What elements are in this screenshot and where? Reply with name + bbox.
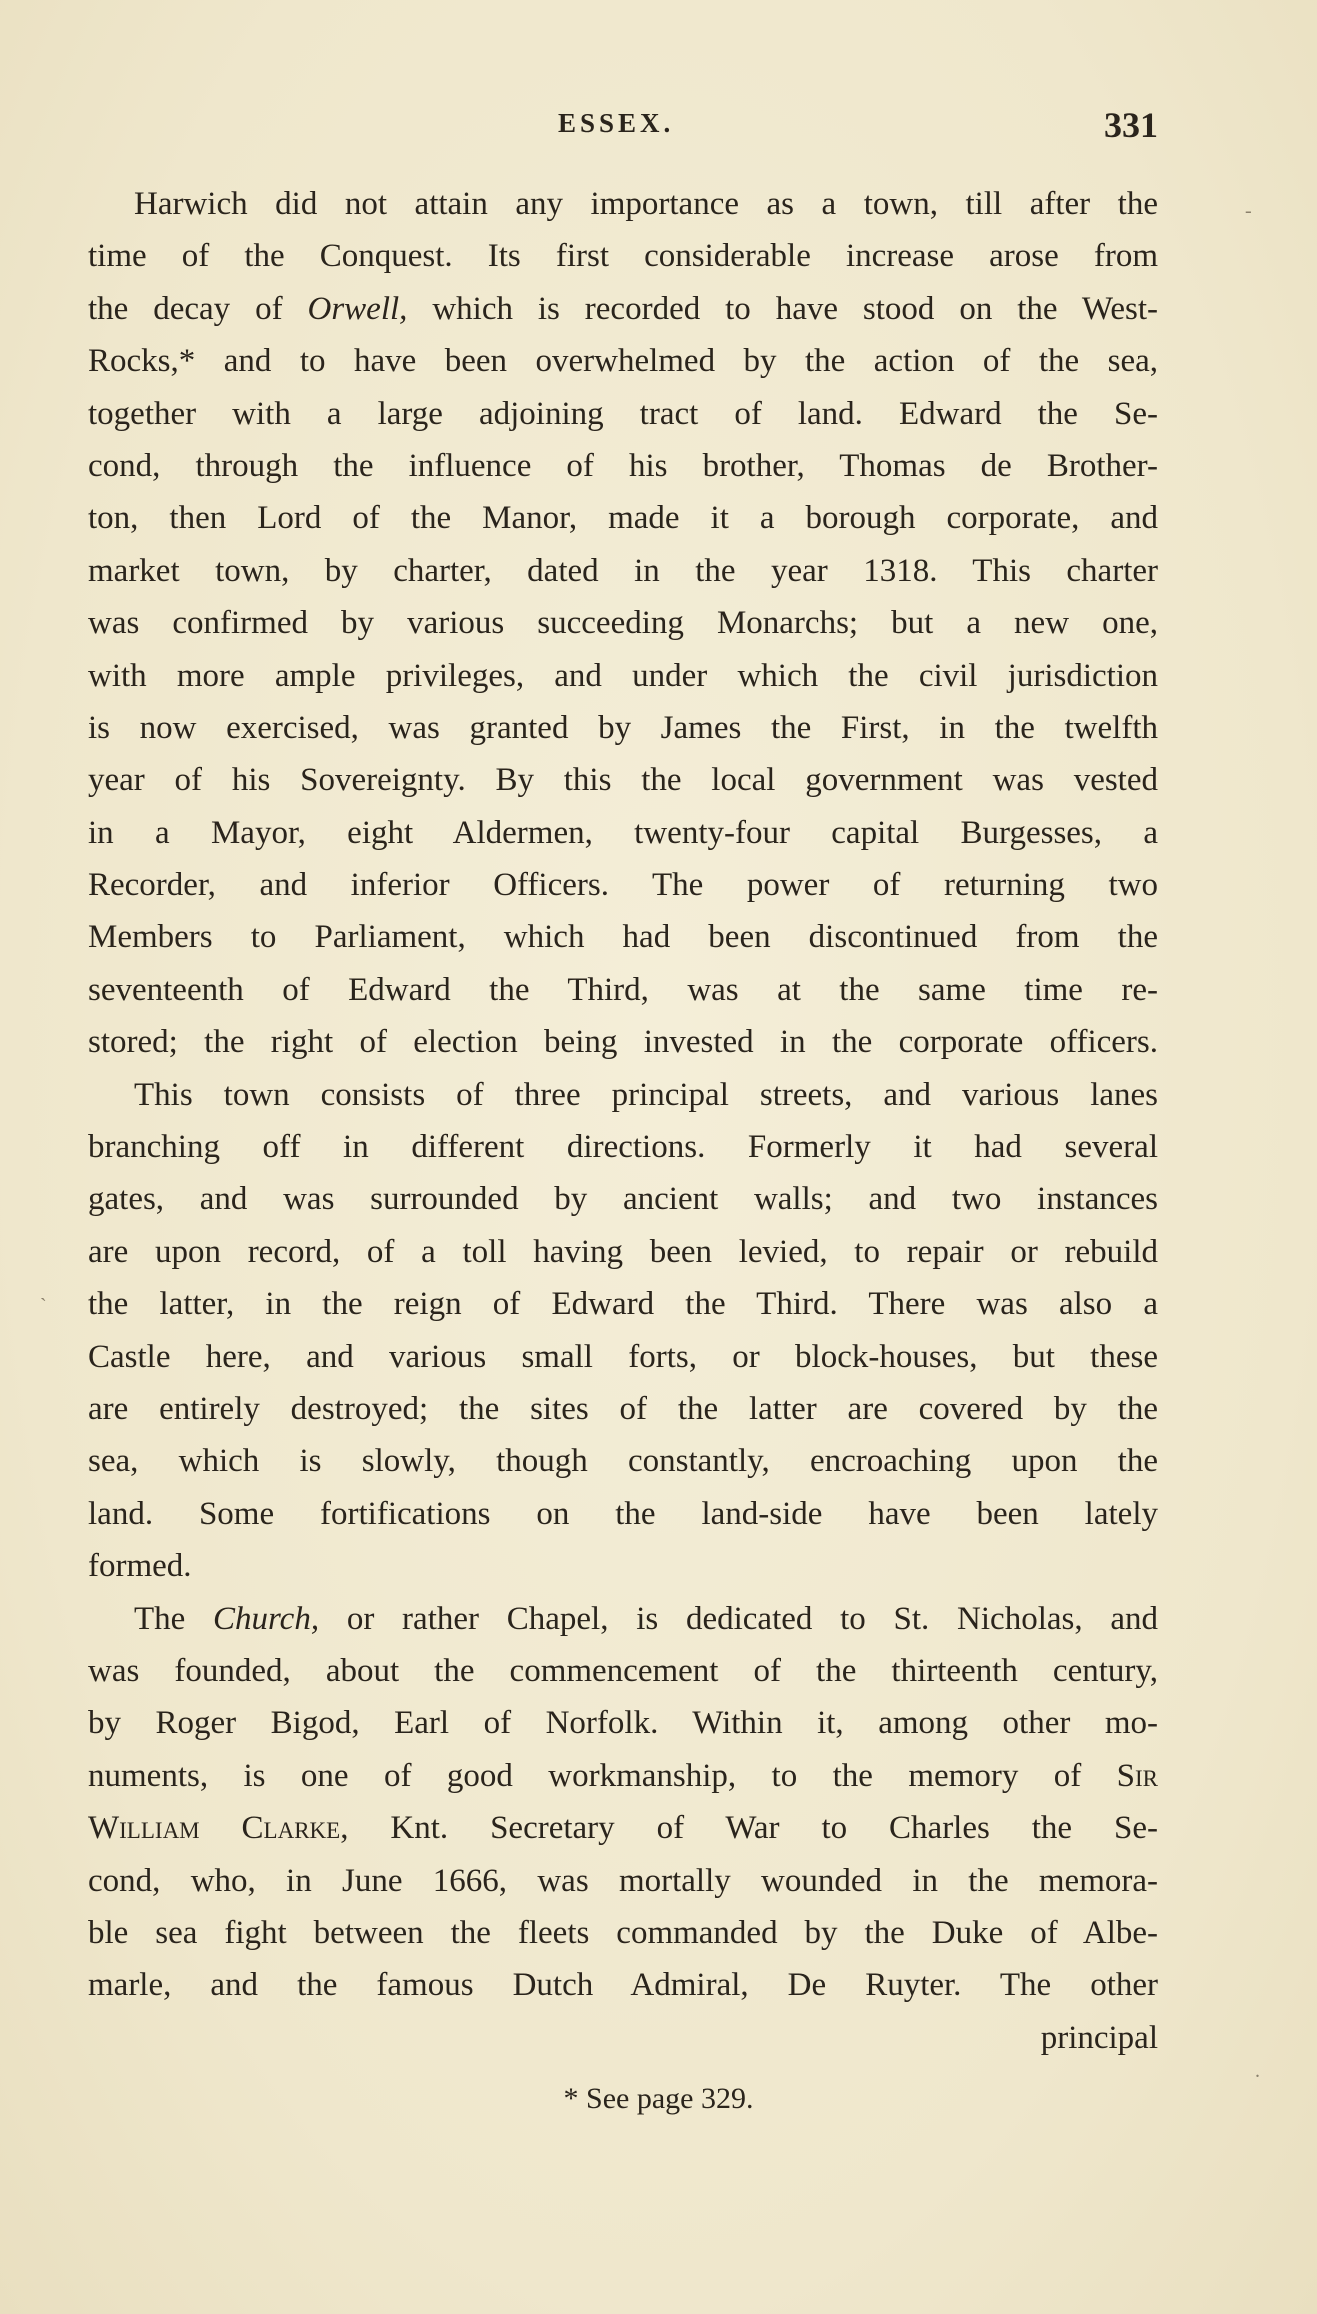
small-caps-name: William Clarke	[88, 1810, 341, 1847]
text-line: together with a large adjoining tract of land. Edward the Se-	[88, 395, 1158, 432]
text-line: Recorder, and inferior Officers. The power of returning two	[88, 867, 1158, 904]
text-line: year of his Sovereignty. By this the local government was vested	[88, 762, 1158, 799]
small-caps-title: Sir	[1116, 1757, 1158, 1794]
text-line: Harwich did not attain any importance as a town, till after the	[134, 186, 1158, 222]
text-line: Members to Parliament, which had been discontinued from the	[88, 919, 1158, 956]
margin-speck: -	[1245, 200, 1252, 222]
margin-speck: .	[1255, 2060, 1260, 2082]
page-number: 331	[1104, 105, 1158, 145]
text-line: gates, and was surrounded by ancient walls; and two instances	[88, 1181, 1158, 1218]
text-line: by Roger Bigod, Earl of Norfolk. Within it, among other mo-	[88, 1705, 1158, 1742]
text-line: Castle here, and various small forts, or block-houses, but these	[88, 1338, 1158, 1375]
text-line: This town consists of three principal streets, and various lanes	[134, 1076, 1158, 1113]
text-line: is now exercised, was granted by James the First, in the twelfth	[88, 709, 1158, 746]
text-line: time of the Conquest. Its first considerable increase arose from	[88, 238, 1158, 275]
text-line: ble sea fight between the fleets commanded by the Duke of Albe-	[88, 1914, 1158, 1951]
catchword: principal	[1040, 2019, 1158, 2056]
text-line: the decay of Orwell, which is recorded to have stood on the West-	[88, 290, 1159, 327]
text-line: cond, through the influence of his brother, Thomas de Brother-	[88, 447, 1158, 484]
text-line: The Church, or rather Chapel, is dedicated to St. Nicholas, and	[134, 1600, 1158, 1637]
text-line: the latter, in the reign of Edward the Third. There was also a	[88, 1286, 1158, 1323]
text-line: branching off in different directions. Formerly it had several	[88, 1129, 1158, 1166]
text-line: stored; the right of election being invested in the corporate officers.	[88, 1024, 1158, 1061]
text-line: was confirmed by various succeeding Monarchs; but a new one,	[88, 605, 1158, 642]
text-line: are upon record, of a toll having been levied, to repair or rebuild	[88, 1233, 1158, 1270]
text-line: sea, which is slowly, though constantly, encroaching upon the	[88, 1443, 1158, 1480]
footnote: * See page 329.	[563, 2082, 754, 2115]
text-line: with more ample privileges, and under which the civil jurisdiction	[88, 657, 1158, 694]
text-line: formed.	[88, 1548, 192, 1585]
text-line: market town, by charter, dated in the year 1318. This charter	[88, 552, 1158, 589]
body-text	[88, 178, 1158, 2064]
text-line: ton, then Lord of the Manor, made it a borough corporate, and	[88, 500, 1158, 537]
running-head: ESSEX.	[558, 108, 675, 138]
text-line: numents, is one of good workmanship, to the memory of Sir	[88, 1757, 1158, 1794]
text-line: was founded, about the commencement of the thirteenth century,	[88, 1652, 1158, 1689]
text-line: seventeenth of Edward the Third, was at the same time re-	[88, 971, 1158, 1008]
text-line: cond, who, in June 1666, was mortally wounded in the memora-	[88, 1862, 1158, 1899]
text-line: in a Mayor, eight Aldermen, twenty-four capital Burgesses, a	[88, 814, 1158, 851]
margin-speck: `	[40, 1295, 47, 1317]
italic-place-name: Orwell,	[307, 290, 408, 327]
italic-term: Church,	[213, 1600, 320, 1637]
text-line: land. Some fortifications on the land-side have been lately	[88, 1495, 1158, 1532]
text-line: Rocks,* and to have been overwhelmed by the action of the sea,	[88, 343, 1158, 380]
text-line: William Clarke, Knt. Secretary of War to Charles the Se-	[88, 1810, 1158, 1847]
text-line: marle, and the famous Dutch Admiral, De Ruyter. The other	[88, 1967, 1158, 2004]
page-header	[88, 105, 1158, 148]
text-line: are entirely destroyed; the sites of the latter are covered by the	[88, 1390, 1158, 1427]
